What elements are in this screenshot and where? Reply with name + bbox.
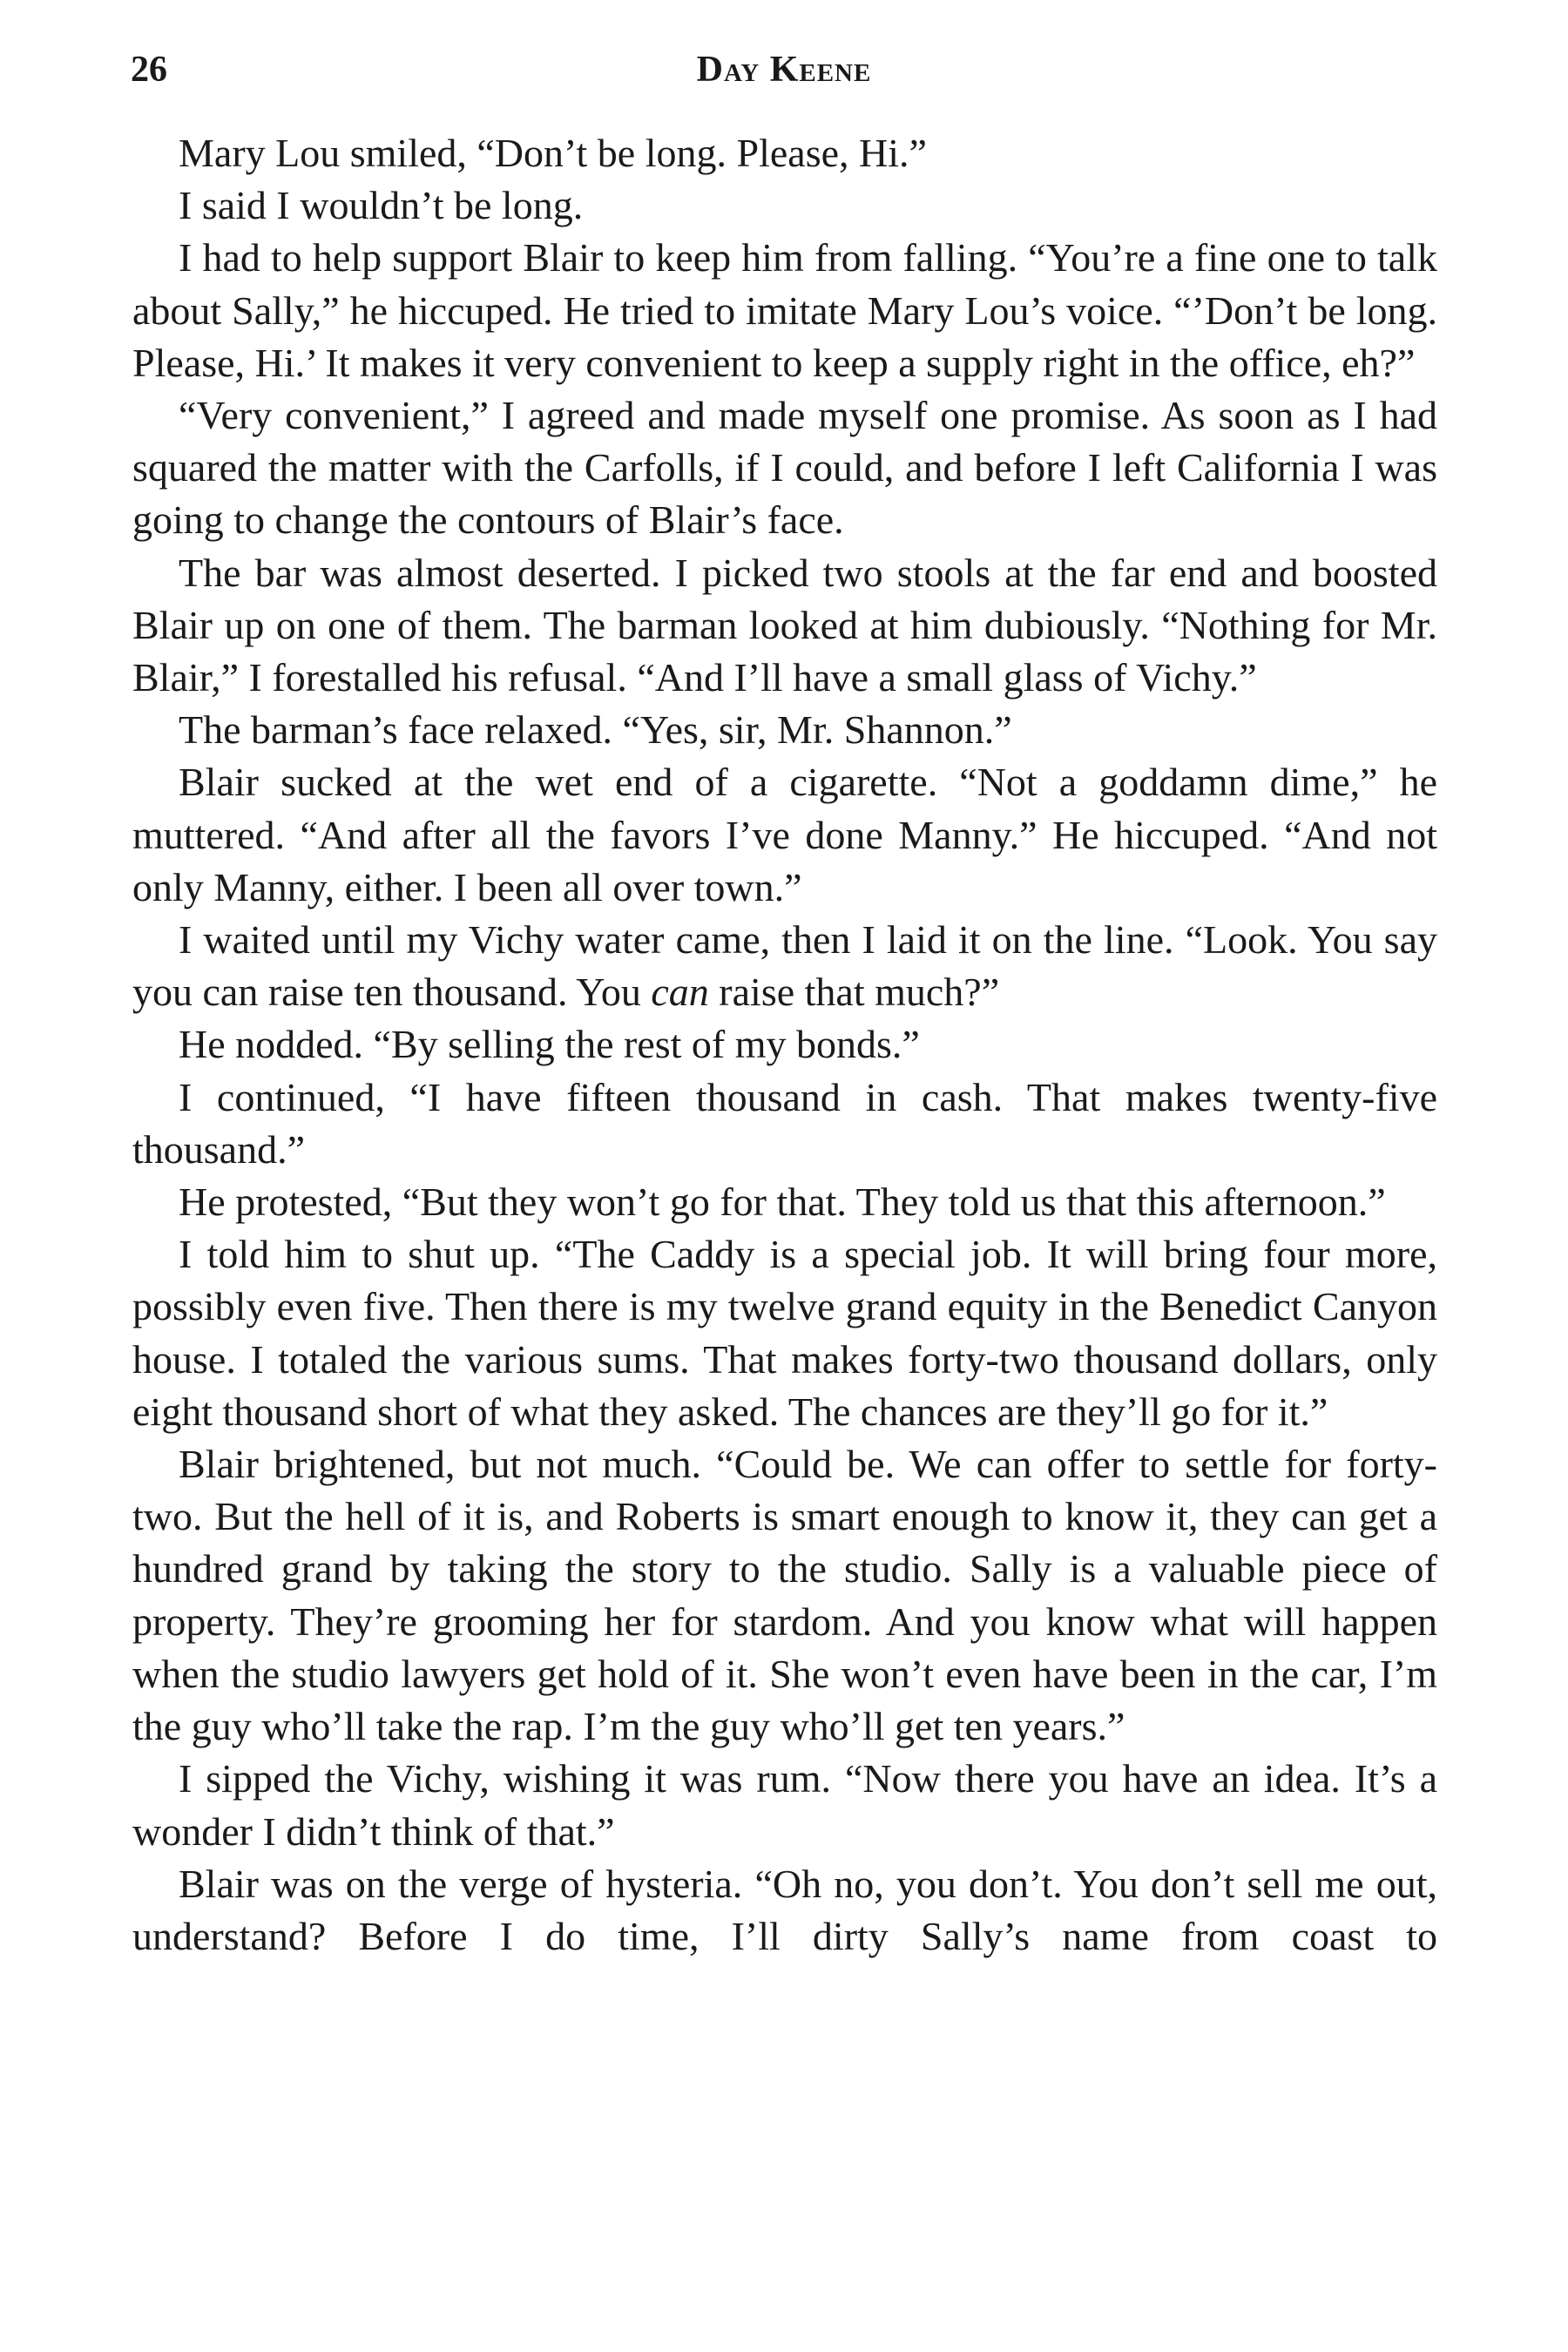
paragraph: Blair was on the verge of hysteria. “Oh no, you don’t. You don’t sell me out, understand? Before I do time, I’ll dirty Sally’s name from coast to (132, 1861, 1437, 1958)
paragraph: I said I wouldn’t be long. (179, 183, 584, 228)
paragraph: I told him to shut up. “The Caddy is a special job. It will bring four more, possibly even five. Then there is my twelve grand equity in the Benedict Canyon house. I totaled the various sums. That makes forty-two thousand dollars, only eight thousand short of what they asked. The chances are they’ll go for it.” (132, 1232, 1437, 1434)
paragraph: He protested, “But they won’t go for that. They told us that this afternoon.” (179, 1179, 1386, 1225)
body-text (132, 127, 1437, 1963)
paragraph: He nodded. “By selling the rest of my bonds.” (179, 1022, 920, 1067)
paragraph (132, 914, 1437, 1018)
running-head (131, 49, 1437, 91)
emphasized-word: can (651, 970, 709, 1015)
paragraph: The bar was almost deserted. I picked two stools at the far end and boosted Blair up on one of them. The barman looked at him dubiously. “Nothing for Mr. Blair,” I forestalled his refusal. “And I’ll have a small glass of Vichy.” (132, 550, 1437, 700)
paragraph-text: raise that much?” (708, 970, 1000, 1015)
paragraph: “Very convenient,” I agreed and made myself one promise. As soon as I had squared the matter with the Carfolls, if I could, and before I left California I was going to change the contours of Blair’s face. (132, 393, 1437, 543)
paragraph: I continued, “I have fifteen thousand in cash. That makes twenty-five thousand.” (132, 1074, 1437, 1172)
paragraph: I sipped the Vichy, wishing it was rum. “Now there you have an idea. It’s a wonder I didn’t think of that.” (132, 1756, 1437, 1854)
paragraph-text: I waited until my Vichy water came, then I laid it on the line. “Look. You say you can raise ten thousand. You (132, 917, 1437, 1015)
paragraph: Blair sucked at the wet end of a cigarette. “Not a goddamn dime,” he muttered. “And after all the favors I’ve done Manny.” He hiccuped. “And not only Manny, either. I been all over town.” (132, 760, 1437, 909)
paragraph: Mary Lou smiled, “Don’t be long. Please, Hi.” (179, 131, 927, 175)
page-number: 26 (131, 50, 167, 90)
paragraph: I had to help support Blair to keep him from falling. “You’re a fine one to talk about Sally,” he hiccuped. He tried to imitate Mary Lou’s voice. “’Don’t be long. Please, Hi.’ It makes it very convenient to keep a supply right in the office, eh?” (132, 235, 1437, 385)
paragraph: The barman’s face relaxed. “Yes, sir, Mr. Shannon.” (179, 707, 1012, 753)
paragraph: Blair brightened, but not much. “Could be. We can offer to settle for forty-two. But the hell of it is, and Roberts is smart enough to know it, they can get a hundred grand by taking the story to the studio. Sally is a valuable piece of property. They’re grooming her for stardom. And you know what will happen when the studio lawyers get hold of it. She won’t even have been in the car, I’m the guy who’ll take the rap. I’m the guy who’ll get ten years.” (132, 1442, 1437, 1749)
running-title: Day Keene (696, 50, 872, 90)
